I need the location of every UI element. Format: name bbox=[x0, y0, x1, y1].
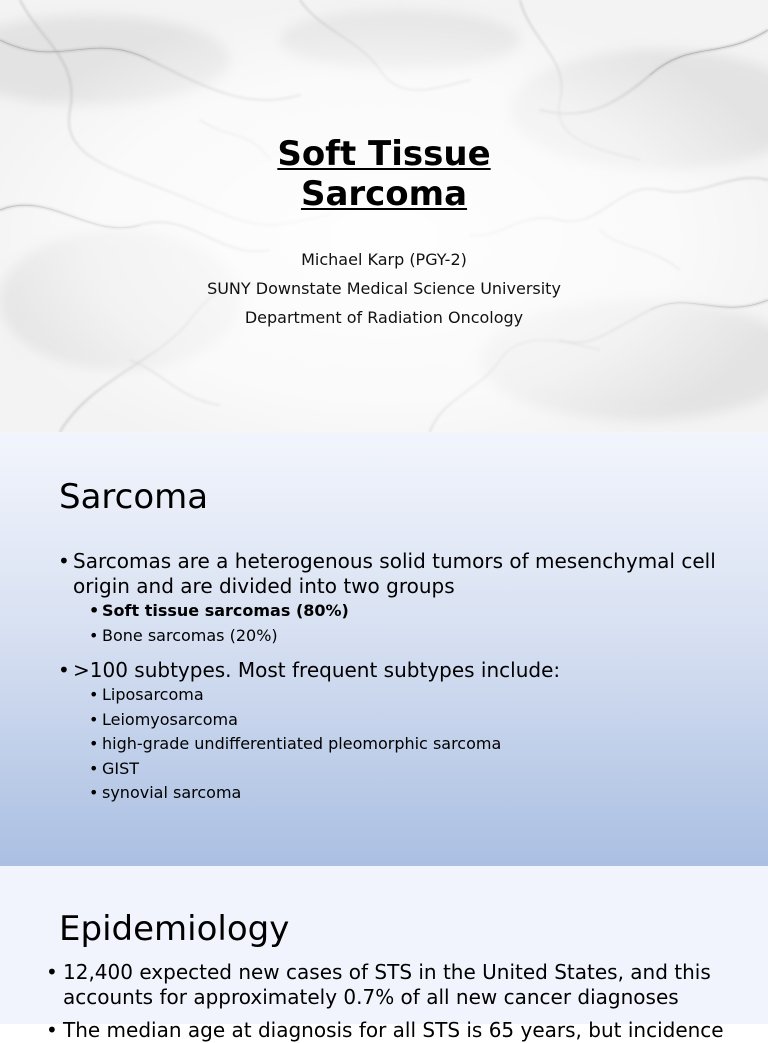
institution-name: SUNY Downstate Medical Science University bbox=[207, 279, 561, 298]
sarcoma-slide bbox=[0, 432, 768, 866]
sub-bullet-list bbox=[73, 599, 718, 648]
slide-heading: Sarcoma bbox=[59, 477, 209, 517]
title-block bbox=[0, 134, 768, 214]
sub-bullet-item: • Soft tissue sarcomas (80%) bbox=[73, 599, 718, 624]
marble-background bbox=[0, 0, 768, 432]
title-slide bbox=[0, 0, 768, 432]
bullet-item bbox=[58, 549, 718, 648]
bullet-item: • The median age at diagnosis for all STS is 65 years, but incidence bbox=[46, 1018, 746, 1043]
title-line-2: Sarcoma bbox=[300, 174, 468, 214]
subtitle-block bbox=[0, 248, 768, 335]
sub-bullet-item: • GIST bbox=[73, 757, 718, 782]
sub-bullet-item: • high-grade undifferentiated pleomorphic sarcoma bbox=[73, 732, 718, 757]
epidemiology-slide bbox=[0, 866, 768, 1042]
sub-bullet-item: • Leiomyosarcoma bbox=[73, 708, 718, 733]
bullet-list bbox=[46, 960, 746, 1043]
title-line-1: Soft Tissue bbox=[277, 134, 491, 174]
bullet-text: >100 subtypes. Most frequent subtypes include: bbox=[73, 658, 561, 682]
sub-bullet-item: • Liposarcoma bbox=[73, 683, 718, 708]
author-name: Michael Karp (PGY-2) bbox=[301, 250, 467, 269]
presentation-title bbox=[0, 134, 768, 214]
slide-heading: Epidemiology bbox=[59, 909, 290, 949]
sub-bullet-list bbox=[73, 683, 718, 806]
bullet-list bbox=[58, 549, 718, 806]
bullet-item: • 12,400 expected new cases of STS in the United States, and this accounts for approximately 0.7% of all new cancer diagnoses bbox=[46, 960, 746, 1010]
bullet-item bbox=[58, 658, 718, 806]
department-name: Department of Radiation Oncology bbox=[244, 308, 524, 327]
sub-bullet-item: • Bone sarcomas (20%) bbox=[73, 624, 718, 649]
bullet-text: Sarcomas are a heterogenous solid tumors of mesenchymal cell origin and are divided into two groups bbox=[73, 549, 716, 598]
sub-bullet-item: • synovial sarcoma bbox=[73, 781, 718, 806]
